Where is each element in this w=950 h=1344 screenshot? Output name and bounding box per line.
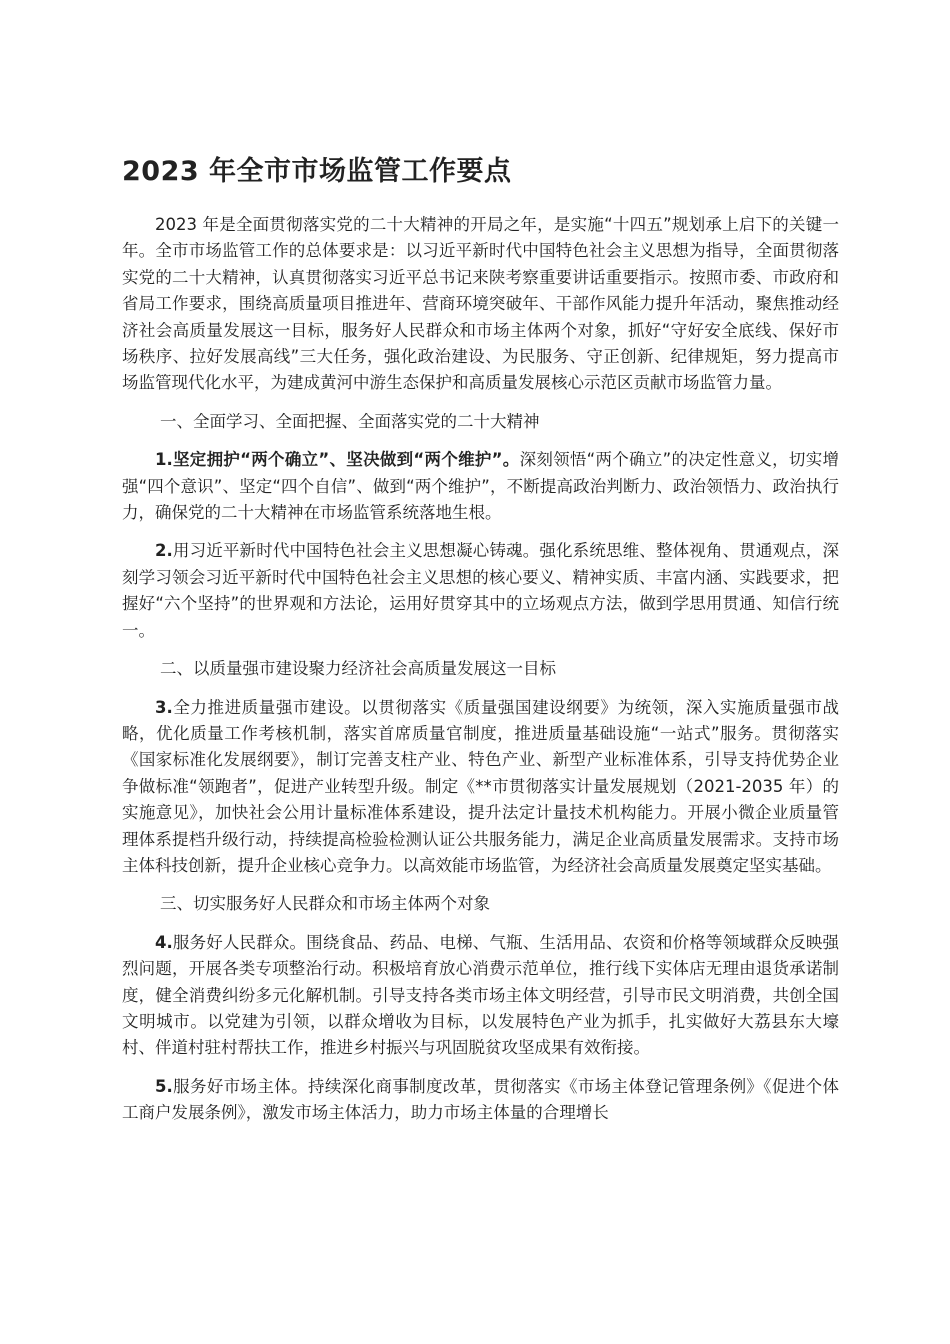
item-5-text: 服务好市场主体。持续深化商事制度改革，贯彻落实《市场主体登记管理条例》《促进个体工商户发展条例》，激发市场主体活力，助力市场主体量的合理增长 xyxy=(122,1076,839,1123)
section-2-heading: 二、以质量强市建设聚力经济社会高质量发展这一目标 xyxy=(159,659,556,679)
document-page xyxy=(122,150,839,1139)
item-3-number: 3. xyxy=(155,697,173,717)
item-2-text: 用习近平新时代中国特色社会主义思想凝心铸魂。强化系统思维、整体视角、贯通观点，深刻学习领会习近平新时代中国特色社会主义思想的核心要义、精神实质、丰富内涵、实践要求，把握好“六个坚持”的世界观和方法论，运用好贯穿其中的立场观点方法，做到学思用贯通、知信行统一。 xyxy=(122,541,839,640)
item-5-paragraph xyxy=(122,1074,839,1127)
item-3-paragraph xyxy=(122,695,839,880)
item-2-paragraph xyxy=(122,538,839,644)
intro-paragraph: 2023 年是全面贯彻落实党的二十大精神的开局之年，是实施“十四五”规划承上启下的关键一年。全市市场监管工作的总体要求是：以习近平新时代中国特色社会主义思想为指导，全面贯彻落实党的二十大精神，认真贯彻落实习近平总书记来陕考察重要讲话重要指示。按照市委、市政府和省局工作要求，围绕高质量项目推进年、营商环境突破年、干部作风能力提升年活动，聚焦推动经济社会高质量发展这一目标，服务好人民群众和市场主体两个对象，抓好“守好安全底线、保好市场秩序、拉好发展高线”三大任务，强化政治建设、为民服务、守正创新、纪律规矩，努力提高市场监管现代化水平，为建成黄河中游生态保护和高质量发展核心示范区贡献市场监管力量。 xyxy=(122,215,839,393)
item-4-paragraph xyxy=(122,930,839,1062)
item-4-text: 服务好人民群众。围绕食品、药品、电梯、气瓶、生活用品、农资和价格等领域群众反映强烈问题，开展各类专项整治行动。积极培育放心消费示范单位，推行线下实体店无理由退货承诺制度，健全消费纠纷多元化解机制。引导支持各类市场主体文明经营，引导市民文明消费，共创全国文明城市。以党建为引领，以群众增收为目标，以发展特色产业为抓手，扎实做好大荔县东大壕村、伴道村驻村帮扶工作，推进乡村振兴与巩固脱贫攻坚成果有效衔接。 xyxy=(122,932,839,1058)
item-1-lead: 1.坚定拥护“两个确立”、坚决做到“两个维护”。 xyxy=(155,450,520,470)
document-title: 2023 年全市市场监管工作要点 xyxy=(122,156,512,187)
item-4-number: 4. xyxy=(155,932,173,952)
item-2-number: 2. xyxy=(155,541,173,561)
item-3-text: 全力推进质量强市建设。以贯彻落实《质量强国建设纲要》为统领，深入实施质量强市战略，优化质量工作考核机制，落实首席质量官制度，推进质量基础设施“一站式”服务。贯彻落实《国家标准化发展纲要》，制订完善支柱产业、特色产业、新型产业标准体系，引导支持优势企业争做标准“领跑者”，促进产业转型升级。制定《**市贯彻落实计量发展规划（2021-2035 年）的实施意见》，加快社会公用计量标准体系建设，提升法定计量技术机构能力。开展小微企业质量管理体系提档升级行动，持续提高检验检测认证公共服务能力，满足企业高质量发展需求。支持市场主体科技创新，提升企业核心竞争力。以高效能市场监管，为经济社会高质量发展奠定坚实基础。 xyxy=(122,697,839,875)
item-1-paragraph xyxy=(122,447,839,526)
item-1-text: 深刻领悟“两个确立”的决定性意义，切实增强“四个意识”、坚定“四个自信”、做到“两个维护”，不断提高政治判断力、政治领悟力、政治执行力，确保党的二十大精神在市场监管系统落地生根。 xyxy=(122,450,839,523)
section-1-heading: 一、全面学习、全面把握、全面落实党的二十大精神 xyxy=(159,411,540,431)
section-3-heading: 三、切实服务好人民群众和市场主体两个对象 xyxy=(159,894,490,914)
item-5-number: 5. xyxy=(155,1076,173,1096)
